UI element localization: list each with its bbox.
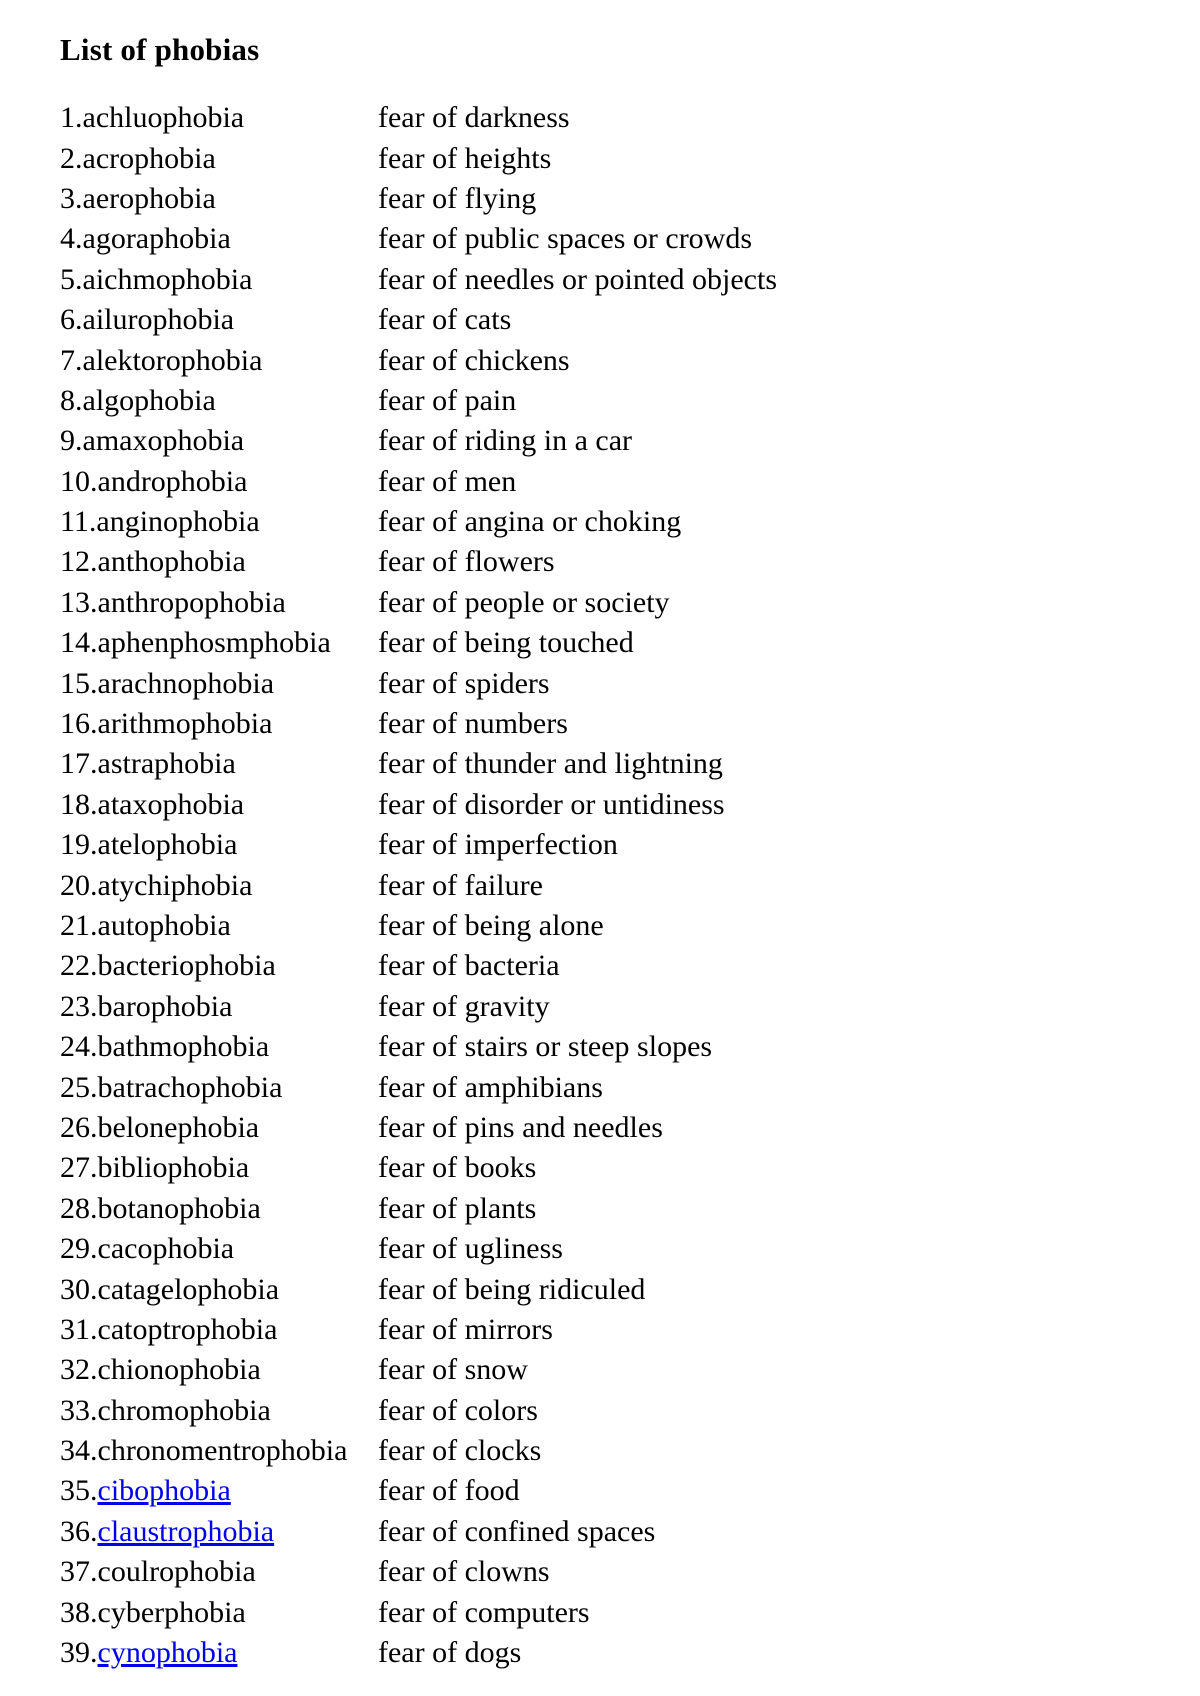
phobia-description: fear of ugliness <box>378 1232 563 1266</box>
phobia-row <box>60 663 777 703</box>
phobia-description: fear of failure <box>378 868 543 902</box>
phobia-number: 6. <box>60 303 83 337</box>
phobia-term-name: belonephobia <box>97 1110 260 1144</box>
phobia-number: 4. <box>60 222 83 256</box>
phobia-number: 21. <box>60 909 98 942</box>
phobia-term-name: acrophobia <box>82 141 216 175</box>
phobia-term-name: anthophobia <box>97 545 246 579</box>
phobia-description: fear of darkness <box>378 101 570 135</box>
phobia-number: 33. <box>60 1393 98 1427</box>
phobia-row <box>60 1592 777 1632</box>
phobia-row <box>60 1512 777 1552</box>
phobia-term-name: atelophobia <box>97 828 238 862</box>
phobia-description: fear of food <box>378 1474 520 1508</box>
phobia-number: 37. <box>60 1555 98 1589</box>
phobia-number: 28. <box>60 1191 98 1225</box>
phobia-term <box>60 465 378 499</box>
phobia-number: 32. <box>60 1353 98 1387</box>
phobia-description: fear of snow <box>378 1353 528 1387</box>
phobia-number: 30. <box>60 1272 98 1306</box>
phobia-description: fear of men <box>378 464 517 498</box>
phobia-row <box>60 462 777 502</box>
phobia-term-name: algophobia <box>82 383 216 417</box>
phobia-term <box>60 505 378 539</box>
phobia-number: 5. <box>60 262 83 296</box>
phobia-number: 29. <box>60 1232 98 1266</box>
phobia-description: fear of imperfection <box>378 828 618 862</box>
phobia-number: 31. <box>60 1312 98 1346</box>
phobia-description: fear of public spaces or crowds <box>378 222 753 256</box>
phobia-row <box>60 1350 777 1390</box>
phobia-term-name: coulrophobia <box>97 1555 256 1589</box>
phobia-row <box>60 1108 777 1148</box>
phobia-term-name: aichmophobia <box>82 262 253 296</box>
phobia-term-name: catagelophobia <box>97 1272 280 1306</box>
phobia-term <box>60 424 378 458</box>
phobia-number: 17. <box>60 747 98 781</box>
phobia-number: 18. <box>60 787 98 821</box>
phobia-description: fear of pain <box>378 383 517 417</box>
phobia-number: 20. <box>60 868 98 902</box>
phobia-row <box>60 865 777 905</box>
phobia-term <box>60 1434 378 1468</box>
phobia-row <box>60 300 777 340</box>
phobia-row <box>60 1269 777 1309</box>
phobia-term <box>60 1353 378 1387</box>
phobia-term-name: aphenphosmphobia <box>97 626 331 660</box>
phobia-term-name: chionophobia <box>97 1353 261 1387</box>
phobia-row <box>60 1552 777 1592</box>
phobia-row <box>60 1229 777 1269</box>
phobia-term <box>60 869 378 903</box>
phobia-term <box>60 101 378 135</box>
phobia-term-link[interactable]: cibophobia <box>97 1474 231 1508</box>
phobia-description: fear of needles or pointed objects <box>378 262 778 296</box>
phobia-number: 10. <box>60 464 98 498</box>
phobia-description: fear of thunder and lightning <box>378 747 723 781</box>
phobia-row <box>60 1633 777 1673</box>
phobia-term-name: achluophobia <box>82 101 245 135</box>
phobia-number: 3. <box>60 181 83 215</box>
phobia-row <box>60 421 777 461</box>
phobia-term <box>60 344 378 378</box>
phobia-description: fear of plants <box>378 1191 537 1225</box>
phobia-row <box>60 744 777 784</box>
phobia-number: 7. <box>60 343 83 377</box>
phobia-row <box>60 825 777 865</box>
phobia-row <box>60 260 777 300</box>
phobia-number: 12. <box>60 545 98 579</box>
phobia-number: 1. <box>60 101 83 135</box>
phobia-term-name: ataxophobia <box>97 787 245 821</box>
phobia-row <box>60 1471 777 1511</box>
phobia-row <box>60 1391 777 1431</box>
phobia-term-name: cyberphobia <box>97 1595 246 1629</box>
phobia-description: fear of disorder or untidiness <box>378 787 725 821</box>
phobia-term-name: androphobia <box>97 464 248 498</box>
phobia-term <box>60 545 378 579</box>
phobia-number: 14. <box>60 626 98 660</box>
phobia-number: 24. <box>60 1030 98 1064</box>
phobia-term <box>60 1071 378 1105</box>
phobia-number: 9. <box>60 424 83 458</box>
phobia-number: 19. <box>60 828 98 862</box>
phobia-number: 26. <box>60 1110 98 1144</box>
phobia-term <box>60 586 378 620</box>
phobia-row <box>60 906 777 946</box>
phobia-term <box>60 1030 378 1064</box>
phobia-row <box>60 502 777 542</box>
phobia-number: 25. <box>60 1070 98 1104</box>
phobia-term <box>60 788 378 822</box>
phobia-description: fear of riding in a car <box>378 424 633 458</box>
phobia-term-name: chromophobia <box>97 1393 271 1427</box>
phobia-description: fear of amphibians <box>378 1070 603 1104</box>
phobia-number: 15. <box>60 666 98 700</box>
phobia-row <box>60 1310 777 1350</box>
phobia-description: fear of dogs <box>378 1636 522 1670</box>
phobia-description: fear of gravity <box>378 989 550 1023</box>
phobia-row <box>60 542 777 582</box>
phobia-description: fear of angina or choking <box>378 505 682 539</box>
phobia-term-name: arithmophobia <box>97 707 273 741</box>
phobia-term-name: bathmophobia <box>97 1030 270 1064</box>
phobia-term-name: ailurophobia <box>82 303 235 337</box>
phobia-term <box>60 303 378 337</box>
phobia-term-name: bibliophobia <box>97 1151 250 1185</box>
phobia-description: fear of clocks <box>378 1434 542 1468</box>
phobia-term-name: atychiphobia <box>97 868 253 902</box>
phobia-description: fear of spiders <box>378 666 550 700</box>
phobia-term <box>60 909 378 943</box>
phobia-term-name: astraphobia <box>97 747 236 781</box>
phobia-term-name: botanophobia <box>97 1191 261 1225</box>
phobia-term <box>60 990 378 1024</box>
phobia-row <box>60 785 777 825</box>
phobia-term <box>60 1192 378 1226</box>
phobia-term-name: alektorophobia <box>82 343 263 377</box>
phobia-row <box>60 98 777 138</box>
phobia-term-name: amaxophobia <box>82 424 245 458</box>
phobia-number: 13. <box>60 585 98 619</box>
phobia-description: fear of flying <box>378 181 537 215</box>
phobia-number: 38. <box>60 1595 98 1629</box>
phobia-row <box>60 583 777 623</box>
phobia-term <box>60 747 378 781</box>
phobia-term <box>60 1111 378 1145</box>
phobia-term-name: catoptrophobia <box>97 1312 278 1346</box>
phobia-term <box>60 1555 378 1589</box>
phobia-term <box>60 1596 378 1630</box>
phobia-term-name: barophobia <box>97 989 233 1023</box>
phobia-number: 8. <box>60 383 83 417</box>
phobia-term-name: autophobia <box>97 909 231 942</box>
phobia-term-link[interactable]: cynophobia <box>97 1636 238 1670</box>
phobia-row <box>60 381 777 421</box>
phobia-row <box>60 623 777 663</box>
phobia-row <box>60 987 777 1027</box>
phobia-description: fear of confined spaces <box>378 1514 656 1548</box>
phobia-description: fear of mirrors <box>378 1312 553 1346</box>
phobia-term-name: agoraphobia <box>82 222 231 256</box>
phobia-number: 2. <box>60 141 83 175</box>
phobia-term <box>60 707 378 741</box>
page-title: List of phobias <box>60 32 260 67</box>
phobia-term <box>60 222 378 256</box>
phobia-term-name: bacteriophobia <box>97 949 276 983</box>
phobia-number: 36. <box>60 1514 98 1548</box>
phobia-description: fear of heights <box>378 141 552 175</box>
phobia-term-name: arachnophobia <box>97 666 275 700</box>
phobia-description: fear of books <box>378 1151 537 1185</box>
phobia-row <box>60 138 777 178</box>
phobia-term-name: aerophobia <box>82 181 216 215</box>
phobia-term-link[interactable]: claustrophobia <box>97 1514 275 1548</box>
phobia-term <box>60 1515 378 1549</box>
phobia-number: 39. <box>60 1636 98 1670</box>
phobia-description: fear of people or society <box>378 585 670 619</box>
phobia-term <box>60 182 378 216</box>
phobia-row <box>60 1027 777 1067</box>
phobia-row <box>60 219 777 259</box>
phobia-row <box>60 946 777 986</box>
phobia-list <box>60 98 777 1673</box>
phobia-term <box>60 667 378 701</box>
phobia-term-name: cacophobia <box>97 1232 235 1266</box>
phobia-description: fear of being alone <box>378 909 604 942</box>
phobia-number: 22. <box>60 949 98 983</box>
phobia-number: 35. <box>60 1474 98 1508</box>
phobia-term <box>60 828 378 862</box>
phobia-term <box>60 1273 378 1307</box>
phobia-number: 16. <box>60 707 98 741</box>
phobia-description: fear of numbers <box>378 707 568 741</box>
phobia-term <box>60 263 378 297</box>
phobia-description: fear of flowers <box>378 545 555 579</box>
phobia-description: fear of cats <box>378 303 512 337</box>
phobia-row <box>60 1148 777 1188</box>
phobia-term <box>60 1636 378 1670</box>
phobia-number: 23. <box>60 989 98 1023</box>
phobia-description: fear of bacteria <box>378 949 560 983</box>
phobia-description: fear of being ridiculed <box>378 1272 646 1306</box>
phobia-term-name: chronomentrophobia <box>97 1434 348 1468</box>
phobia-row <box>60 704 777 744</box>
phobia-description: fear of clowns <box>378 1555 550 1589</box>
phobia-term-name: batrachophobia <box>97 1070 283 1104</box>
phobia-term <box>60 1232 378 1266</box>
phobia-number: 34. <box>60 1434 98 1468</box>
phobia-row <box>60 1431 777 1471</box>
phobia-description: fear of being touched <box>378 626 634 660</box>
phobia-term <box>60 626 378 660</box>
phobia-row <box>60 1067 777 1107</box>
phobia-term <box>60 1151 378 1185</box>
phobia-term <box>60 1394 378 1428</box>
phobia-row <box>60 179 777 219</box>
phobia-term <box>60 949 378 983</box>
phobia-description: fear of colors <box>378 1393 538 1427</box>
phobia-description: fear of computers <box>378 1595 590 1629</box>
phobia-number: 11. <box>60 505 97 539</box>
phobia-term-name: anthropophobia <box>97 585 286 619</box>
phobia-description: fear of pins and needles <box>378 1110 663 1144</box>
phobia-description: fear of chickens <box>378 343 570 377</box>
phobia-term <box>60 1474 378 1508</box>
phobia-term-name: anginophobia <box>96 505 260 539</box>
phobia-number: 27. <box>60 1151 98 1185</box>
phobia-description: fear of stairs or steep slopes <box>378 1030 713 1064</box>
phobia-term <box>60 384 378 418</box>
phobia-row <box>60 340 777 380</box>
phobia-term <box>60 1313 378 1347</box>
phobia-row <box>60 1189 777 1229</box>
phobia-term <box>60 142 378 176</box>
